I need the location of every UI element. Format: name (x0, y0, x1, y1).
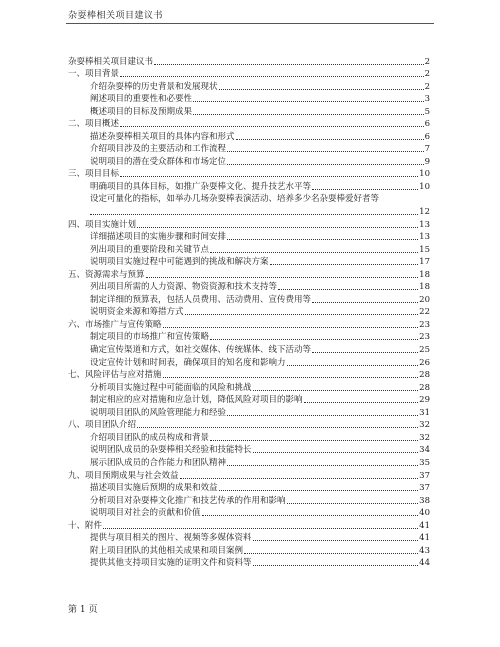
toc-leader-dots (244, 553, 418, 554)
toc-leader-dots (146, 277, 419, 278)
toc-leader-dots (185, 314, 419, 315)
toc-leader-dots (253, 540, 419, 541)
toc-leader-dots (304, 402, 419, 403)
toc-entry-text: 说明资金来源和筹措方式 (90, 307, 184, 318)
toc-entry-text: 设定宣传计划和时间表，确保项目的知名度和影响力 (90, 357, 286, 368)
toc-entry-text: 说明项目对社会的贡献和价值 (90, 508, 201, 519)
toc-section-entry[interactable] (68, 469, 430, 482)
toc-page-number: 28 (419, 382, 430, 393)
table-of-contents (68, 55, 430, 569)
toc-entry-text: 一、项目背景 (68, 69, 120, 80)
toc-leader-dots (163, 327, 419, 328)
toc-entry-text: 说明项目团队的风险管理能力和经验 (90, 407, 227, 418)
toc-page-number: 41 (419, 533, 430, 544)
toc-leader-dots (120, 126, 424, 127)
toc-page-number: 25 (419, 345, 430, 356)
toc-entry-text: 明确项目的具体目标，如推广杂耍棒文化、提升技艺水平等 (90, 182, 312, 193)
toc-page-number: 34 (419, 445, 430, 456)
toc-subsection-entry[interactable] (68, 544, 430, 557)
toc-entry-text: 五、资源需求与预算 (68, 269, 145, 280)
toc-entry-text: 四、项目实施计划 (68, 219, 137, 230)
toc-subsection-entry[interactable] (68, 281, 430, 294)
toc-entry-text: 提供其他支持项目实施的证明文件和资料等 (90, 558, 252, 569)
toc-page-number: 13 (419, 219, 430, 230)
toc-section-entry[interactable] (68, 268, 430, 281)
toc-page-number: 44 (419, 558, 430, 569)
toc-page-number: 13 (419, 232, 430, 243)
toc-subsection-entry[interactable] (68, 155, 430, 168)
toc-subsection-entry[interactable] (68, 431, 430, 444)
toc-subsection-entry[interactable] (68, 356, 430, 369)
toc-entry-text: 列出项目的重要阶段和关键节点 (90, 244, 210, 255)
toc-subsection-entry[interactable] (68, 331, 430, 344)
toc-section-entry[interactable] (68, 118, 430, 131)
toc-page-number: 20 (419, 294, 430, 305)
toc-subsection-entry[interactable] (68, 494, 430, 507)
running-header: 杂耍棒相关项目建议书 (68, 11, 164, 21)
toc-leader-dots (137, 427, 418, 428)
toc-entry-text: 杂耍棒相关项目建议书 (68, 56, 154, 67)
toc-leader-dots (253, 452, 419, 453)
toc-subsection-entry[interactable] (68, 243, 430, 256)
toc-leader-dots (210, 440, 418, 441)
toc-leader-dots (193, 114, 424, 115)
toc-subsection-entry[interactable] (68, 231, 430, 244)
toc-subsection-entry[interactable] (68, 394, 430, 407)
toc-subsection-entry[interactable] (68, 180, 430, 193)
toc-subsection-entry[interactable] (68, 143, 430, 156)
toc-section-entry[interactable] (68, 318, 430, 331)
toc-entry-text: 八、项目团队介绍 (68, 420, 137, 431)
toc-page-number: 17 (419, 257, 430, 268)
toc-leader-dots (219, 490, 419, 491)
toc-leader-dots (236, 139, 424, 140)
toc-leader-dots (227, 415, 418, 416)
toc-leader-dots (137, 227, 418, 228)
toc-page-number: 32 (419, 420, 430, 431)
toc-entry-text: 制定项目的市场推广和宣传策略 (90, 332, 210, 343)
toc-entry-text: 附上项目团队的其他相关成果和项目案例 (90, 545, 244, 556)
toc-entry-text: 分析项目对杂耍棒文化推广和技艺传承的作用和影响 (90, 495, 286, 506)
toc-page-number: 9 (424, 156, 430, 167)
toc-page-number: 10 (419, 182, 430, 193)
toc-subsection-entry[interactable] (68, 557, 430, 570)
toc-section-entry[interactable] (68, 519, 430, 532)
toc-leader-dots (270, 264, 419, 265)
toc-page-number: 18 (419, 269, 430, 280)
toc-entry-text: 介绍杂耍棒的历史背景和发展现状 (90, 81, 218, 92)
toc-page-number: 37 (419, 470, 430, 481)
toc-subsection-entry[interactable] (68, 80, 430, 93)
toc-page-number: 28 (419, 370, 430, 381)
toc-entry-text: 分析项目实施过程中可能面临的风险和挑战 (90, 382, 252, 393)
toc-subsection-entry[interactable] (68, 444, 430, 457)
toc-subsection-entry[interactable] (68, 532, 430, 545)
toc-entry-text: 介绍项目涉及的主要活动和工作流程 (90, 144, 227, 155)
toc-leader-dots (163, 377, 419, 378)
toc-subsection-entry[interactable] (68, 507, 430, 520)
page-number-footer: 第 1 页 (68, 605, 98, 615)
toc-page-number: 12 (419, 207, 430, 218)
toc-leader-dots (278, 289, 418, 290)
toc-page-number: 2 (424, 81, 430, 92)
toc-entry-text: 设定可量化的指标，如举办几场杂耍棒表演活动、培养多少名杂耍棒爱好者等 (90, 194, 380, 205)
toc-page-number: 15 (419, 244, 430, 255)
toc-leader-dots (193, 101, 424, 102)
toc-page-number: 6 (424, 131, 430, 142)
toc-leader-dots (180, 478, 419, 479)
toc-subsection-entry[interactable] (68, 343, 430, 356)
toc-subsection-entry[interactable] (68, 456, 430, 469)
toc-subsection-entry[interactable] (68, 406, 430, 419)
toc-section-entry[interactable] (68, 419, 430, 432)
toc-entry-text: 说明项目实施过程中可能遇到的挑战和解决方案 (90, 257, 269, 268)
toc-entry-text: 说明项目的潜在受众群体和市场定位 (90, 156, 227, 167)
toc-subsection-entry[interactable] (68, 93, 430, 106)
toc-leader-dots (312, 189, 418, 190)
toc-page-number: 38 (419, 495, 430, 506)
toc-entry-text: 详细描述项目的实施步骤和时间安排 (90, 232, 227, 243)
toc-entry-text: 十、附件 (68, 520, 103, 531)
toc-page-number: 41 (419, 520, 430, 531)
toc-page-number: 5 (424, 106, 430, 117)
toc-leader-dots (154, 64, 424, 65)
toc-entry-text: 说明团队成员的杂耍棒相关经验和技能特长 (90, 445, 252, 456)
toc-page-number: 40 (419, 508, 430, 519)
toc-page-number: 32 (419, 432, 430, 443)
toc-leader-dots (253, 565, 419, 566)
toc-page-number: 6 (424, 119, 430, 130)
toc-page-number: 23 (419, 319, 430, 330)
header-divider (66, 23, 434, 24)
toc-page-number: 3 (424, 94, 430, 105)
toc-entry-text: 六、市场推广与宣传策略 (68, 319, 162, 330)
toc-leader-dots (227, 465, 418, 466)
toc-page-number: 29 (419, 395, 430, 406)
toc-page-number: 22 (419, 307, 430, 318)
toc-leader-dots (227, 151, 424, 152)
toc-section-entry[interactable] (68, 218, 430, 231)
toc-leader-dots (120, 76, 424, 77)
toc-entry-text: 提供与项目相关的图片、视频等多媒体资料 (90, 533, 252, 544)
toc-entry-text: 制定详细的预算表，包括人员费用、活动费用、宣传费用等 (90, 294, 312, 305)
toc-entry-text: 列出项目所需的人力资源、物资资源和技术支持等 (90, 282, 278, 293)
toc-page-number: 10 (419, 169, 430, 180)
toc-leader-dots (202, 515, 419, 516)
toc-page-number: 23 (419, 332, 430, 343)
toc-subsection-entry[interactable] (68, 293, 430, 306)
toc-entry-text: 展示团队成员的合作能力和团队精神 (90, 457, 227, 468)
toc-entry-text: 制定相应的应对措施和应急计划，降低风险对项目的影响 (90, 395, 303, 406)
toc-page-number: 43 (419, 545, 430, 556)
toc-page-number: 2 (424, 56, 430, 67)
toc-subsection-entry[interactable] (68, 256, 430, 269)
toc-entry-text: 二、项目概述 (68, 119, 120, 130)
toc-subsection-entry[interactable] (68, 482, 430, 495)
toc-page-number: 35 (419, 457, 430, 468)
toc-entry-text: 介绍项目团队的成员构成和背景 (90, 432, 210, 443)
toc-subsection-entry[interactable] (68, 306, 430, 319)
toc-subsection-entry[interactable] (68, 130, 430, 143)
toc-subsection-entry[interactable] (68, 193, 430, 218)
toc-leader-dots (312, 352, 418, 353)
toc-leader-dots (90, 214, 418, 215)
toc-leader-dots (210, 339, 418, 340)
toc-entry-text: 描述杂耍棒相关项目的具体内容和形式 (90, 131, 235, 142)
toc-entry-text: 阐述项目的重要性和必要性 (90, 94, 193, 105)
toc-leader-dots (103, 528, 418, 529)
toc-leader-dots (287, 503, 419, 504)
toc-leader-dots (312, 302, 418, 303)
toc-leader-dots (227, 164, 424, 165)
toc-leader-dots (227, 239, 418, 240)
toc-section-entry[interactable] (68, 55, 430, 68)
toc-page-number: 2 (424, 69, 430, 80)
toc-subsection-entry[interactable] (68, 105, 430, 118)
toc-leader-dots (219, 89, 424, 90)
toc-section-entry[interactable] (68, 68, 430, 81)
toc-leader-dots (210, 252, 418, 253)
toc-leader-dots (120, 176, 418, 177)
toc-entry-text: 七、风险评估与应对措施 (68, 370, 162, 381)
toc-entry-text: 九、项目预期成果与社会效益 (68, 470, 179, 481)
toc-page-number: 18 (419, 282, 430, 293)
toc-entry-text: 确定宣传渠道和方式，如社交媒体、传统媒体、线下活动等 (90, 345, 312, 356)
toc-entry-text: 三、项目目标 (68, 169, 120, 180)
toc-page-number: 37 (419, 483, 430, 494)
toc-page-number: 26 (419, 357, 430, 368)
toc-entry-text: 描述项目实施后预期的成果和效益 (90, 483, 218, 494)
toc-entry-text: 概述项目的目标及预期成果 (90, 106, 193, 117)
toc-leader-dots (287, 365, 419, 366)
toc-page-number: 7 (424, 144, 430, 155)
toc-page-number: 31 (419, 407, 430, 418)
toc-section-entry[interactable] (68, 369, 430, 382)
toc-leader-dots (253, 390, 419, 391)
toc-subsection-entry[interactable] (68, 381, 430, 394)
toc-section-entry[interactable] (68, 168, 430, 181)
